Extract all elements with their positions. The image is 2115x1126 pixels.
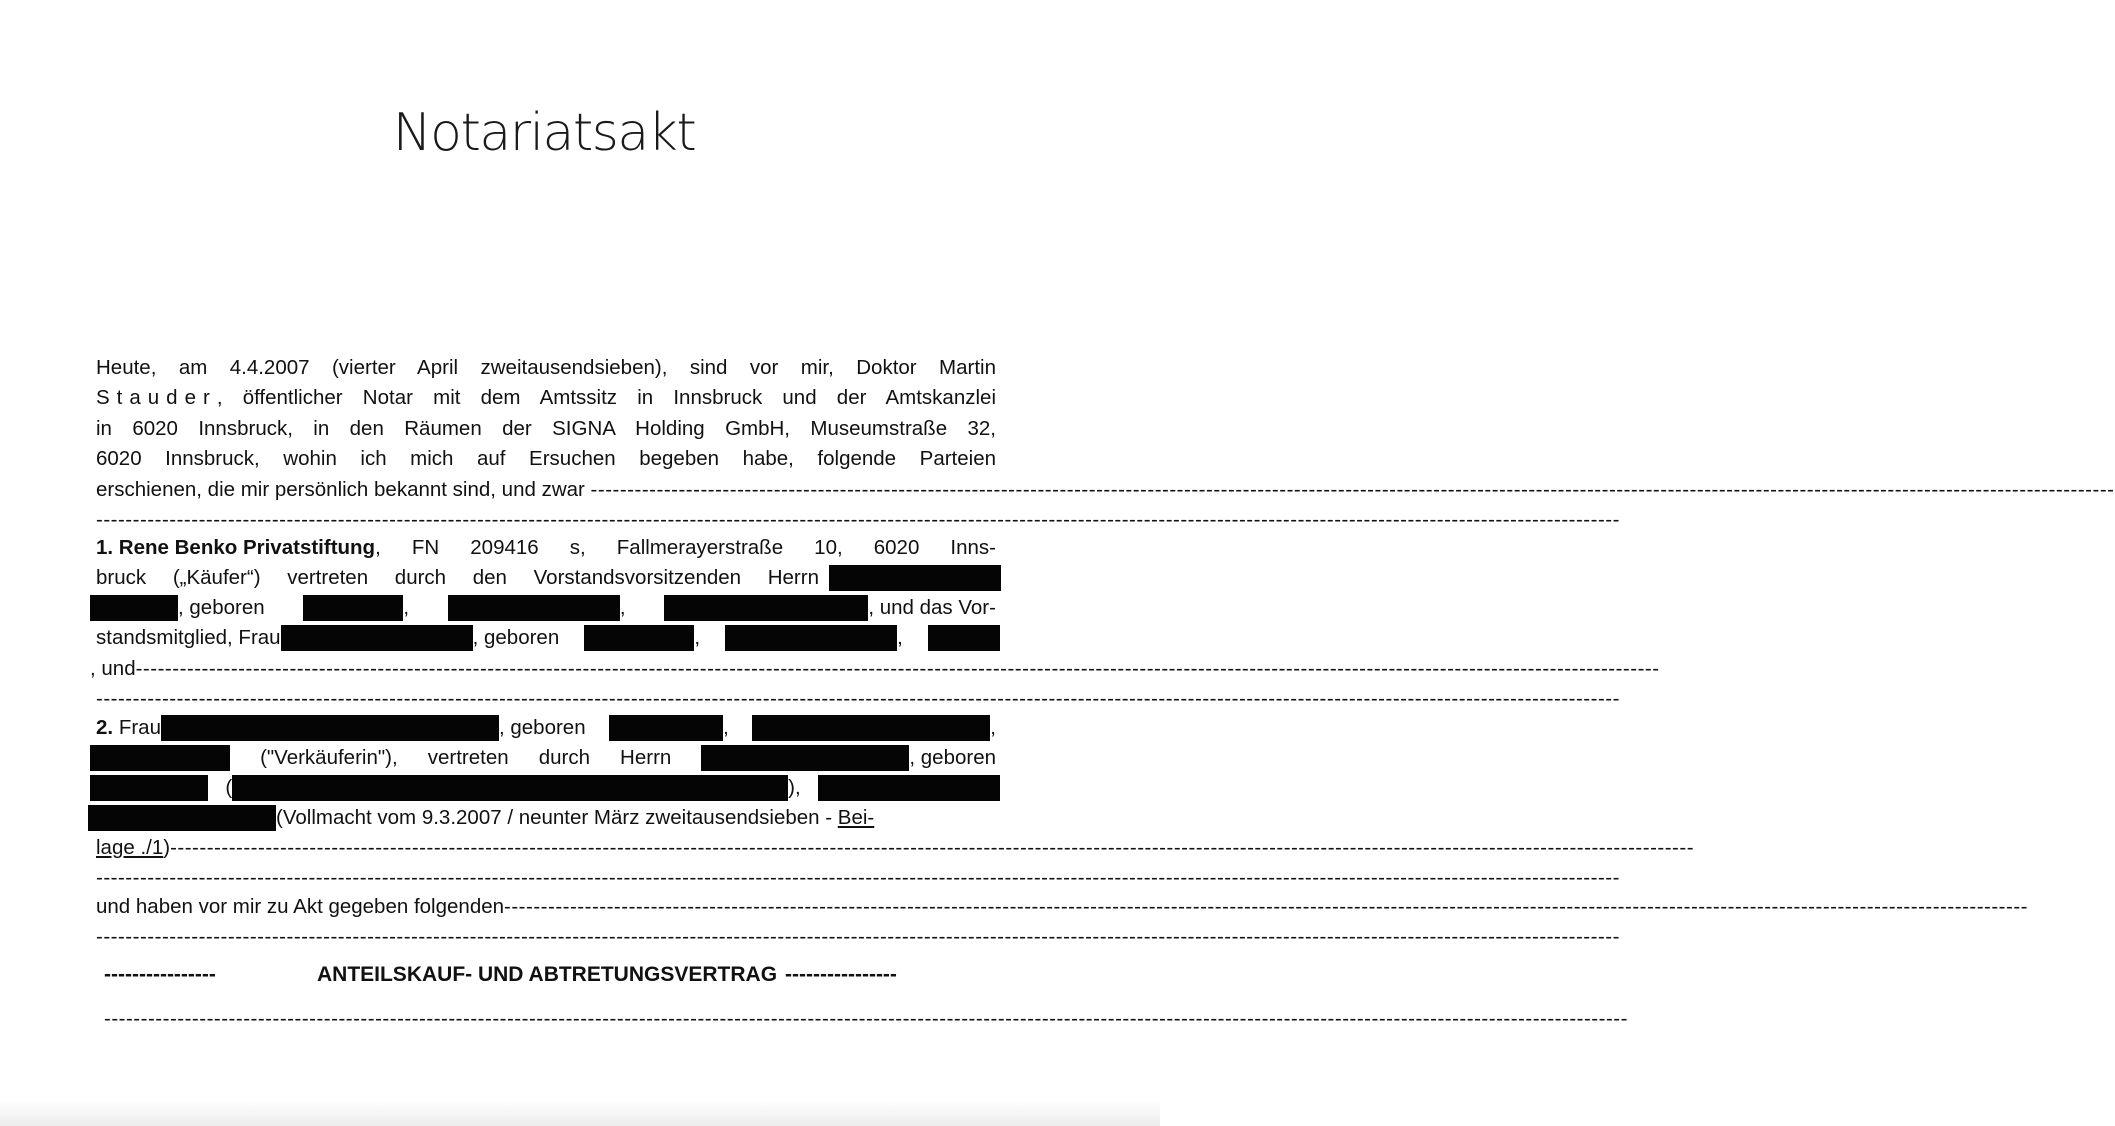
party1-line-1: [96, 533, 996, 563]
dash-filler: ----------------------------------------------------------------------------------------------------------------------------------------------------------------------------------------------------------------: [96, 925, 1620, 948]
dash-filler: ----------------------------------------------------------------------------------------------------------------------------------------------------------------------------------------------------------------: [96, 687, 1620, 710]
redaction-block: [88, 805, 276, 831]
redaction-block: [281, 625, 473, 651]
redaction-block: [829, 565, 1001, 591]
dash-filler: ----------------: [785, 963, 897, 986]
redaction-block: [584, 625, 694, 651]
text-fragment: , geboren: [909, 746, 996, 769]
text-fragment: ("Verkäuferin"),: [260, 746, 398, 769]
text-fragment: ,: [694, 626, 701, 649]
intro-line-2: [96, 383, 996, 413]
dash-filler: ----------------------------------------------------------------------------------------------------------------------------------------------------------------------------------------------------------------: [170, 836, 1695, 859]
dash-filler: ----------------: [104, 963, 216, 986]
party1-line-4: [96, 623, 1000, 653]
intro-line-2-text: , öffentlicher Notar mit dem Amtssitz in Innsbruck und der Amtskanzlei: [216, 386, 996, 409]
intro-line-1: Heute, am 4.4.2007 (vierter April zweitausendsieben), sind vor mir, Doktor Martin: [96, 356, 996, 379]
text-fragment: , geboren: [498, 716, 586, 739]
redaction-block: [664, 595, 868, 621]
dash-filler: ----------------------------------------------------------------------------------------------------------------------------------------------------------------------------------------------------------------: [104, 1007, 1628, 1030]
text-fragment: Herrn: [620, 746, 672, 769]
redaction-block: [232, 775, 788, 801]
redaction-block: [90, 595, 178, 621]
party1-line-5: [90, 654, 1660, 684]
dash-filler: ----------------------------------------------------------------------------------------------------------------------------------------------------------------------------------------------------------------: [590, 478, 2115, 501]
party2-line-3: [90, 773, 1000, 803]
text-fragment: ,: [619, 596, 626, 619]
intro-line-5-text: erschienen, die mir persönlich bekannt sind, und zwar: [96, 478, 591, 501]
text-fragment: und haben vor mir zu Akt gegeben folgenden: [96, 895, 505, 918]
dash-line: [96, 863, 1620, 893]
redaction-block: [448, 595, 620, 621]
dash-line: [96, 922, 1620, 952]
text-fragment: vertreten: [427, 746, 509, 769]
redaction-block: [701, 745, 909, 771]
text-fragment: Frau: [118, 716, 161, 739]
text-fragment: , und das Vor-: [868, 596, 996, 619]
party1-line-1-text: , FN 209416 s, Fallmerayerstraße 10, 6020 Inns-: [375, 536, 996, 559]
text-fragment: , und: [90, 657, 136, 680]
text-fragment: ),: [788, 776, 801, 799]
attachment-reference: lage ./1: [96, 836, 164, 859]
text-fragment: , geboren: [472, 626, 560, 649]
redaction-block: [818, 775, 1000, 801]
intro-line-4: 6020 Innsbruck, wohin ich mich auf Ersuchen begeben habe, folgende Parteien: [96, 447, 996, 470]
attachment-reference: Bei-: [837, 806, 875, 829]
dash-filler: ----------------------------------------------------------------------------------------------------------------------------------------------------------------------------------------------------------------: [96, 866, 1620, 889]
notary-name: Stauder: [96, 386, 217, 409]
text-fragment: , geboren: [178, 596, 265, 619]
redaction-block: [609, 715, 723, 741]
contract-heading-text: ANTEILSKAUF- UND ABTRETUNGSVERTRAG: [316, 963, 778, 986]
text-fragment: durch: [538, 746, 590, 769]
contract-heading: [104, 960, 990, 990]
redaction-block: [90, 775, 208, 801]
party2-line-5: [96, 833, 1695, 863]
dash-filler: ----------------------------------------------------------------------------------------------------------------------------------------------------------------------------------------------------------------: [504, 895, 2028, 918]
text-fragment: (: [225, 776, 233, 799]
dash-line: [104, 1004, 1628, 1034]
redaction-block: [725, 625, 897, 651]
dash-line: [96, 505, 1620, 535]
redaction-block: [303, 595, 403, 621]
party1-line-2-text: bruck („Käufer“) vertreten durch den Vorstandsvorsitzenden Herrn: [96, 566, 819, 589]
party2-line-1: [96, 713, 996, 743]
text-fragment: ,: [723, 716, 729, 739]
redaction-block: [752, 715, 990, 741]
text-fragment: ): [163, 836, 171, 859]
redaction-block: [928, 625, 1000, 651]
party1-name: 1. Rene Benko Privatstiftung: [96, 536, 376, 559]
intro-line-3: in 6020 Innsbruck, in den Räumen der SIGNA Holding GmbH, Museumstraße 32,: [96, 417, 996, 440]
intro-line-5: [96, 475, 2115, 505]
dash-line: [96, 684, 1620, 714]
dash-filler: ----------------------------------------------------------------------------------------------------------------------------------------------------------------------------------------------------------------: [96, 508, 1620, 531]
text-fragment: (Vollmacht vom 9.3.2007 / neunter März zweitausendsieben -: [276, 806, 838, 829]
page-edge-shadow: [0, 1100, 1160, 1126]
text-fragment: ,: [897, 626, 903, 649]
text-fragment: ,: [403, 596, 410, 619]
party1-line-3: [90, 593, 996, 623]
dash-filler: ----------------------------------------------------------------------------------------------------------------------------------------------------------------------------------------------------------------: [135, 657, 1660, 680]
party1-line-2: [96, 563, 1001, 593]
document-title: Notariatsakt: [392, 103, 696, 163]
redaction-block: [161, 715, 499, 741]
closing-line: [96, 892, 2028, 922]
text-fragment: standsmitglied, Frau: [96, 626, 281, 649]
redaction-block: [90, 745, 230, 771]
party2-line-4: [88, 803, 996, 833]
item-number: 2.: [96, 716, 114, 739]
text-fragment: ,: [990, 716, 996, 739]
party2-line-2: [90, 743, 996, 773]
